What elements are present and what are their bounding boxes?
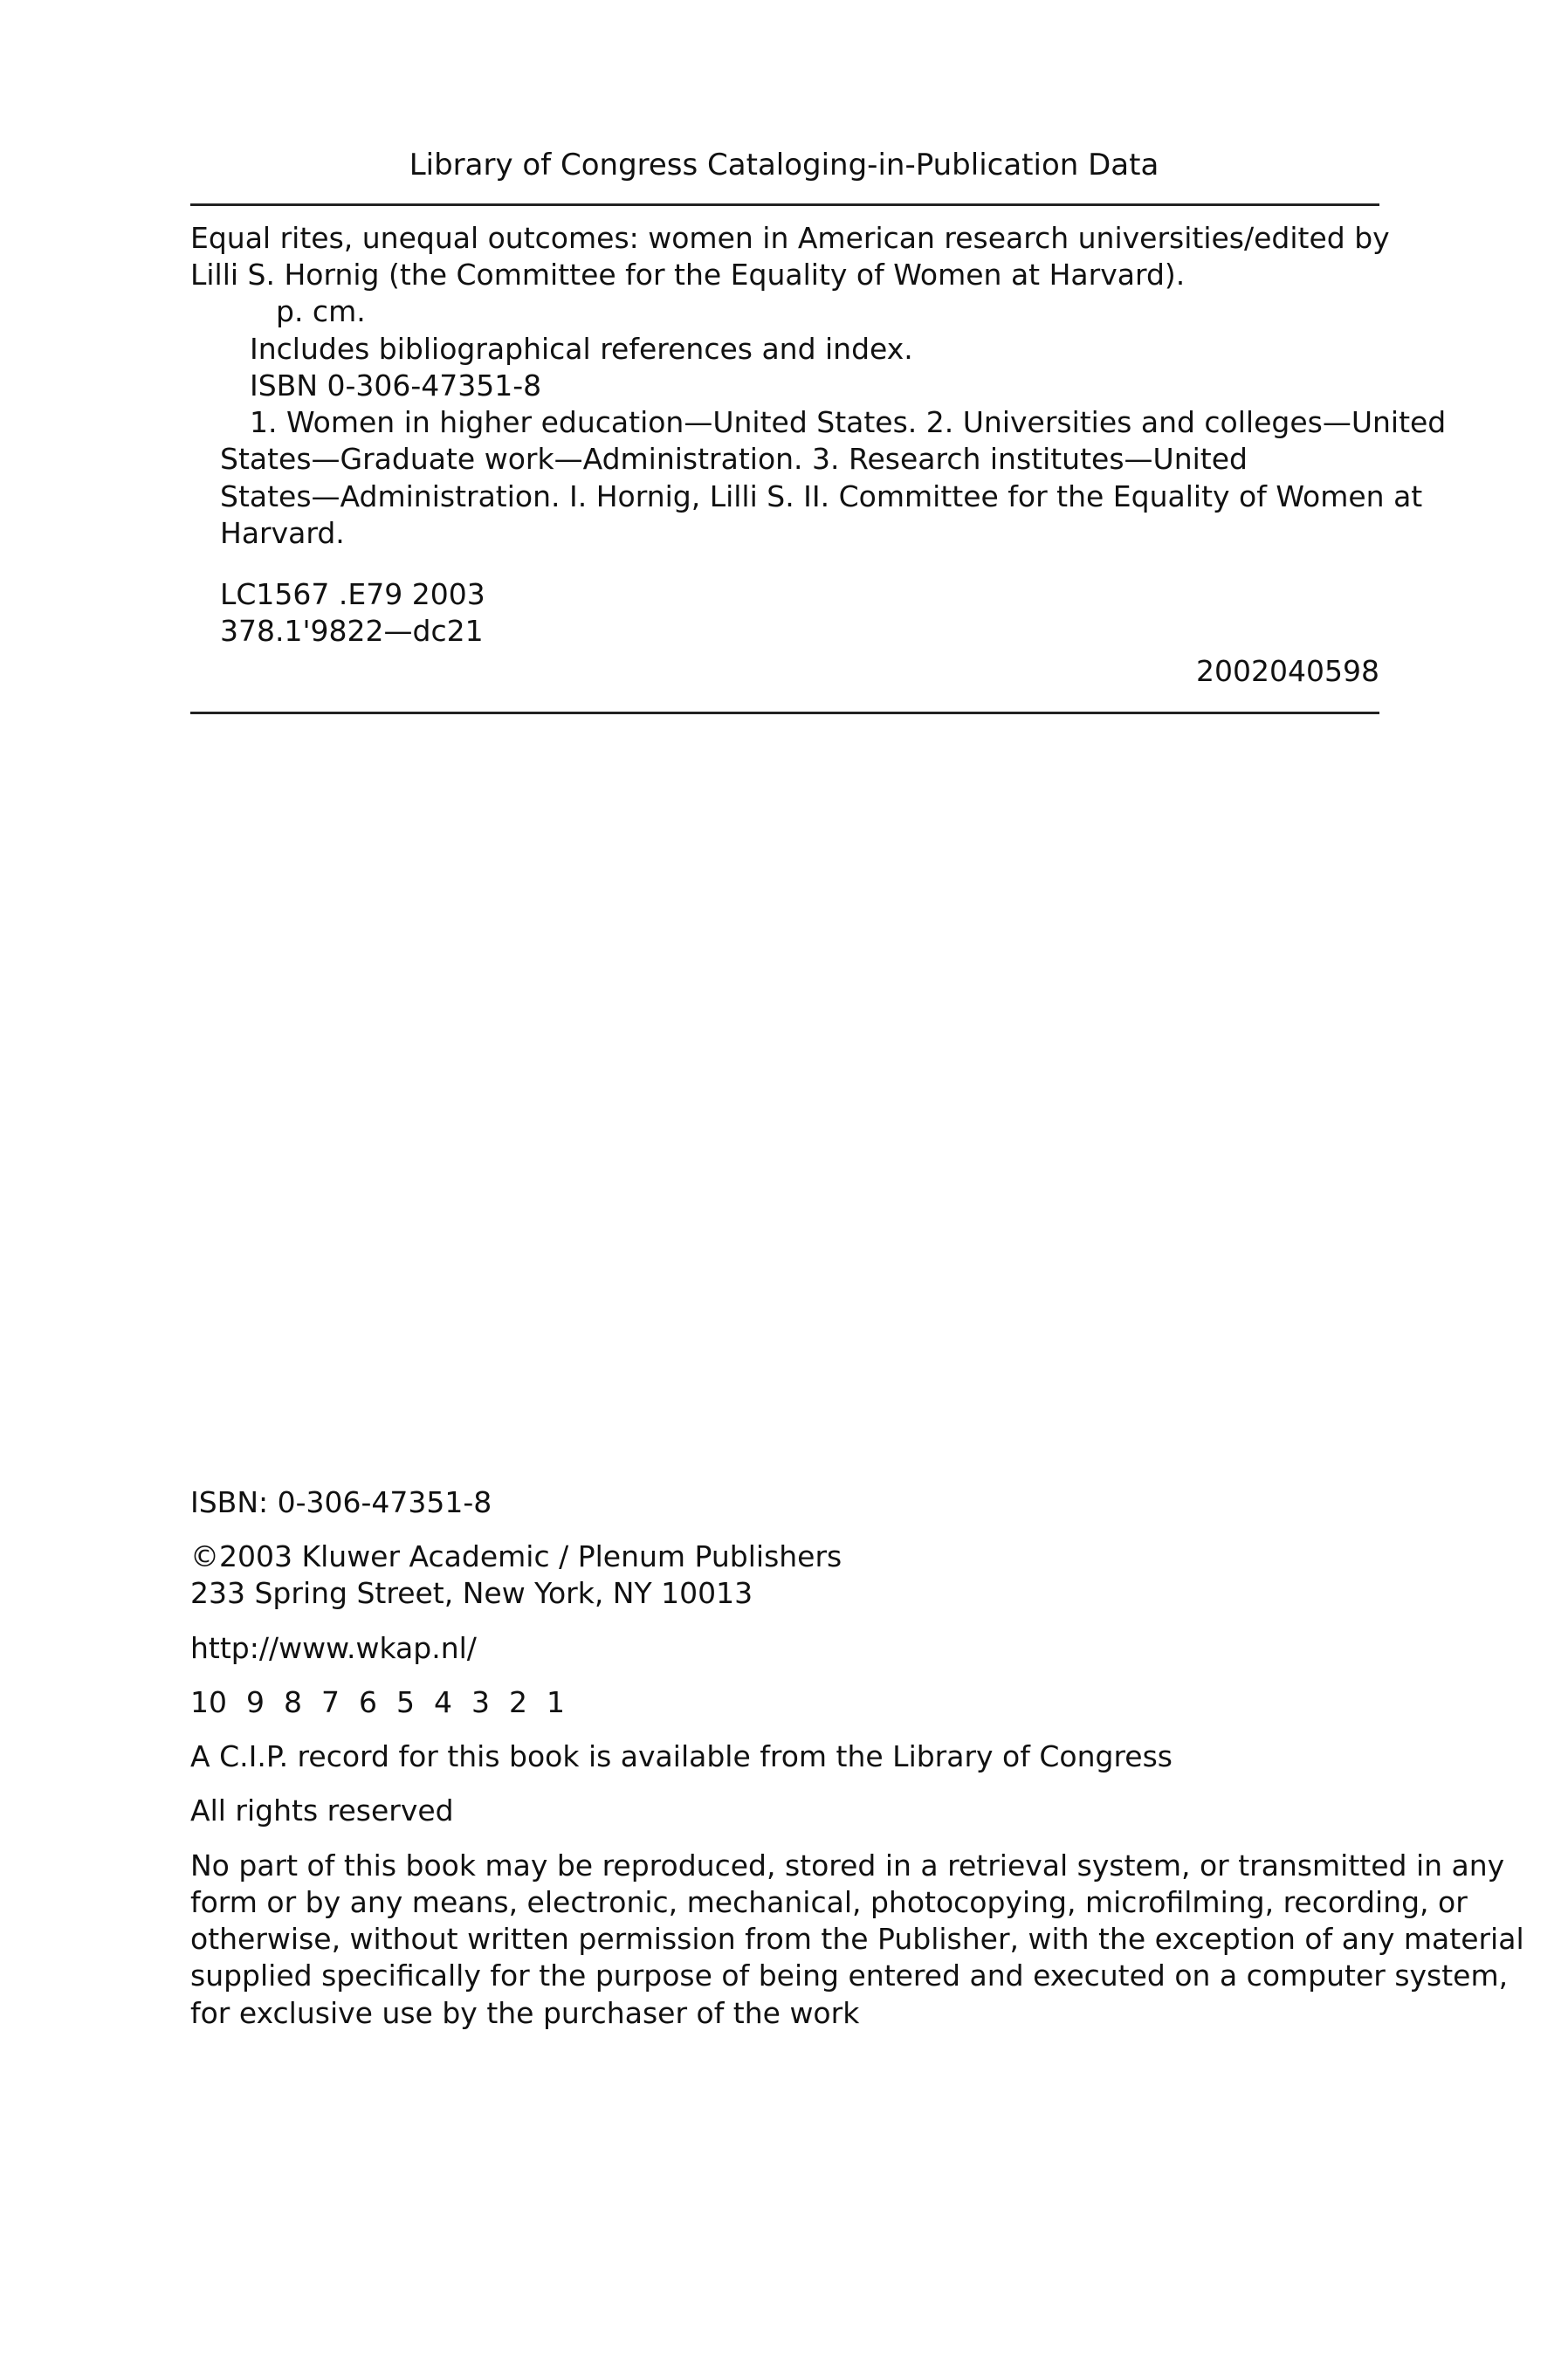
printing-number: 1: [547, 1684, 565, 1719]
printing-number: 7: [321, 1684, 340, 1719]
printing-number: 2: [509, 1684, 527, 1719]
permission-line: supplied specifically for the purpose of being entered and executed on a computer system,: [190, 1958, 1509, 1993]
page-title: Library of Congress Cataloging-in-Publication Data: [409, 148, 1159, 182]
printing-number: 4: [434, 1684, 452, 1719]
publisher-address: 233 Spring Street, New York, NY 10013: [190, 1576, 753, 1611]
cip-record-note: A C.I.P. record for this book is available from the Library of Congress: [190, 1739, 1173, 1774]
permission-line: for exclusive use by the purchaser of the work: [190, 1995, 860, 2030]
permission-line: otherwise, without written permission from the Publisher, with the exception of any material: [190, 1922, 1524, 1957]
printing-number: 9: [246, 1684, 265, 1719]
cip-notes: Includes bibliographical references and index.: [250, 331, 913, 366]
cip-collation: p. cm.: [276, 294, 366, 329]
call-numbers: [220, 576, 485, 650]
imprint-block: [190, 1484, 1524, 2049]
lc-classification: LC1567 .E79 2003: [220, 577, 485, 611]
publisher-url[interactable]: http://www.wkap.nl/: [190, 1630, 477, 1665]
printing-number: 8: [284, 1684, 302, 1719]
permission-notice: [190, 1848, 1524, 2032]
cip-subject-line: States—Administration. I. Hornig, Lilli S. II. Committee for the Equality of Women at: [220, 478, 1423, 513]
printing-line: [190, 1684, 1395, 1721]
bottom-divider: [190, 712, 1379, 714]
lccn: 2002040598: [1196, 654, 1379, 688]
permission-line: form or by any means, electronic, mechanical, photocopying, microfilming, recording, or: [190, 1884, 1468, 1919]
printing-number: 6: [359, 1684, 377, 1719]
cip-record: [190, 220, 1447, 552]
top-divider: [190, 203, 1379, 206]
rights-statement: All rights reserved: [190, 1793, 454, 1828]
printing-number: 5: [396, 1684, 415, 1719]
printing-number: 10: [190, 1684, 227, 1719]
cip-subject-line: States—Graduate work—Administration. 3. Research institutes—United: [220, 442, 1248, 477]
cip-isbn: ISBN 0-306-47351-8: [250, 368, 542, 403]
imprint-isbn: ISBN: 0-306-47351-8: [190, 1485, 492, 1519]
publisher-info: [190, 1538, 1395, 1612]
cip-title-line: Lilli S. Hornig (the Committee for the Equality of Women at Harvard).: [190, 258, 1186, 293]
permission-line: No part of this book may be reproduced, stored in a retrieval system, or transmitted in any: [190, 1848, 1505, 1883]
copyright-line: ©2003 Kluwer Academic / Plenum Publishers: [190, 1539, 842, 1574]
cip-subject-line: Harvard.: [220, 515, 345, 550]
printing-number: 3: [471, 1684, 490, 1719]
cip-title-line: Equal rites, unequal outcomes: women in American research universities/edited by: [190, 221, 1390, 255]
dewey-classification: 378.1'9822—dc21: [220, 614, 484, 649]
cip-subject-line: 1. Women in higher education—United States. 2. Universities and colleges—United: [250, 405, 1447, 440]
